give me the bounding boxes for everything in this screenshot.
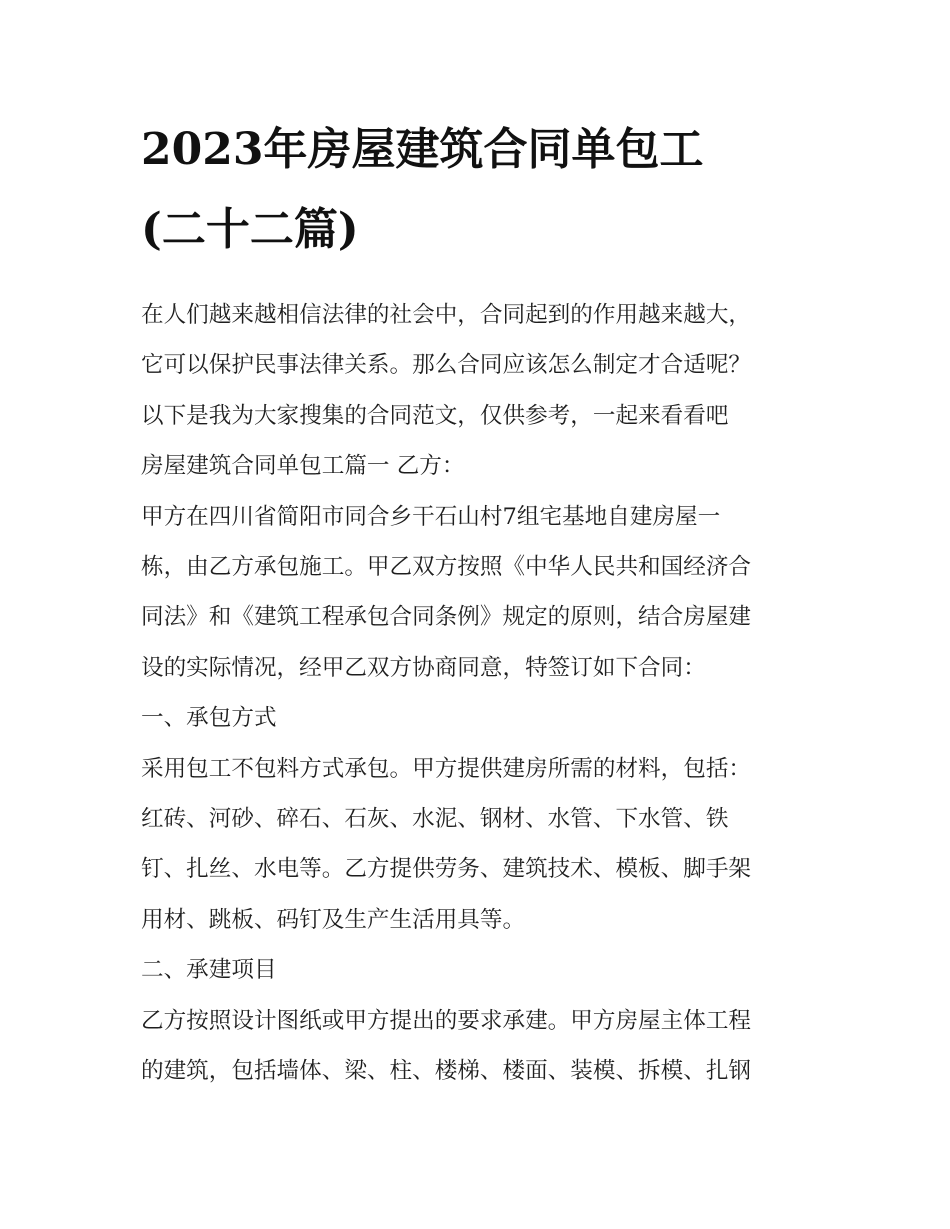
body-line: 采用包工不包料方式承包。甲方提供建房所需的材料，包括： <box>141 755 752 782</box>
body-line: 钉、扎丝、水电等。乙方提供劳务、建筑技术、模板、脚手架 <box>141 856 752 883</box>
title-line-2: (二十二篇) <box>141 204 359 255</box>
section-heading: 二、承建项目 <box>141 957 277 984</box>
body-line: 栋，由乙方承包施工。甲乙双方按照《中华人民共和国经济合 <box>141 554 752 581</box>
body-line: 甲方在四川省简阳市同合乡干石山村7组宅基地自建房屋一 <box>141 503 721 530</box>
body-line: 房屋建筑合同单包工篇一 乙方： <box>141 453 465 480</box>
section-heading: 一、承包方式 <box>141 705 277 732</box>
document-title <box>141 110 821 270</box>
body-line: 红砖、河砂、碎石、石灰、水泥、钢材、水管、下水管、铁 <box>141 806 729 833</box>
title-line-1: 2023年房屋建筑合同单包工 <box>141 124 704 175</box>
body-line: 同法》和《建筑工程承包合同条例》规定的原则，结合房屋建 <box>141 604 752 631</box>
body-line: 在人们越来越相信法律的社会中，合同起到的作用越来越大， <box>141 302 752 328</box>
body-line: 以下是我为大家搜集的合同范文，仅供参考，一起来看看吧 <box>141 402 729 429</box>
document-body <box>141 290 821 1097</box>
body-line: 它可以保护民事法律关系。那么合同应该怎么制定才合适呢？ <box>141 352 752 379</box>
body-line: 用材、跳板、码钉及生产生活用具等。 <box>141 906 526 933</box>
body-line: 设的实际情况，经甲乙双方协商同意，特签订如下合同： <box>141 654 706 681</box>
document-page <box>141 110 821 1097</box>
body-line: 乙方按照设计图纸或甲方提出的要求承建。甲方房屋主体工程 <box>141 1007 752 1034</box>
body-line: 的建筑，包括墙体、梁、柱、楼梯、楼面、装模、拆模、扎钢 <box>141 1058 752 1085</box>
